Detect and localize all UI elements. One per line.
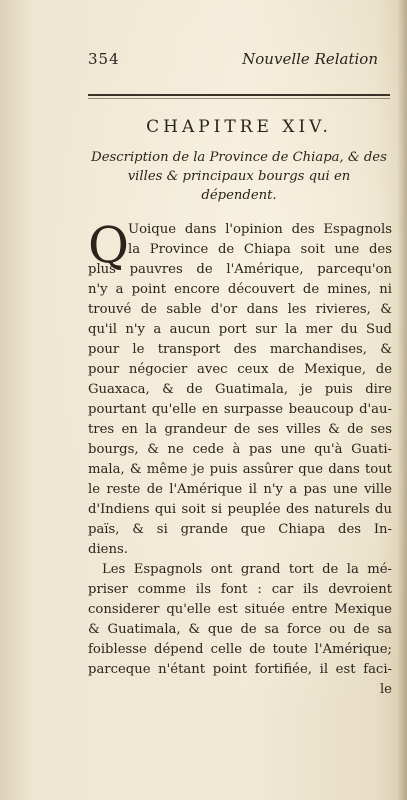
text-line: n'y a point encore découvert de mines, ni	[88, 282, 392, 297]
text-line: qu'il n'y a aucun port sur la mer du Sud	[88, 322, 392, 337]
running-title: Nouvelle Relation	[242, 50, 378, 68]
page-number: 354	[88, 50, 120, 68]
page-header	[88, 50, 388, 74]
header-rule	[88, 94, 390, 96]
text-line: païs, & si grande que Chiapa des In-	[88, 522, 392, 537]
drop-cap: Q	[88, 216, 129, 274]
subtitle-line: Description de la Province de Chiapa, & des	[91, 150, 387, 165]
text-line: la Province de Chiapa soit une des	[128, 242, 392, 257]
text-line: pour le transport des marchandises, &	[88, 342, 392, 357]
text-line: Uoique dans l'opinion des Espagnols	[128, 222, 392, 237]
text-line: diens.	[88, 542, 128, 557]
text-line: Les Espagnols ont grand tort de la mé-	[102, 562, 392, 577]
text-line: foiblesse dépend celle de toute l'Amérique;	[88, 642, 392, 657]
text-line: mala, & même je puis assûrer que dans tout	[88, 462, 392, 477]
text-line: plus pauvres de l'Amérique, parcequ'on	[88, 262, 392, 277]
text-line: d'Indiens qui soit si peuplée des naturels du	[88, 502, 392, 517]
text-line: & Guatimala, & que de sa force ou de sa	[88, 622, 392, 637]
text-line: tres en la grandeur de ses villes & de ses	[88, 422, 392, 437]
catchword: le	[379, 682, 392, 697]
text-line: trouvé de sable d'or dans les rivieres, &	[88, 302, 392, 317]
chapter-subtitle	[88, 148, 390, 205]
text-line: parceque n'étant point fortifiée, il est faci-	[88, 662, 392, 677]
page-edge-shadow	[397, 0, 407, 800]
chapter-heading: CHAPITRE XIV.	[146, 117, 332, 137]
text-line: Guaxaca, & de Guatimala, je puis dire	[88, 382, 392, 397]
subtitle-line: dépendent.	[201, 188, 277, 203]
header-rule-thin	[88, 98, 390, 99]
text-line: priser comme ils font : car ils devroient	[88, 582, 392, 597]
text-line: pourtant qu'elle en surpasse beaucoup d'au-	[88, 402, 392, 417]
text-line: bourgs, & ne cede à pas une qu'à Guati-	[88, 442, 392, 457]
text-line: pour négocier avec ceux de Mexique, de	[88, 362, 392, 377]
subtitle-line: villes & principaux bourgs qui en	[127, 169, 351, 184]
text-line: considerer qu'elle est située entre Mexique	[88, 602, 392, 617]
text-line: le reste de l'Amérique il n'y a pas une ville	[88, 482, 392, 497]
